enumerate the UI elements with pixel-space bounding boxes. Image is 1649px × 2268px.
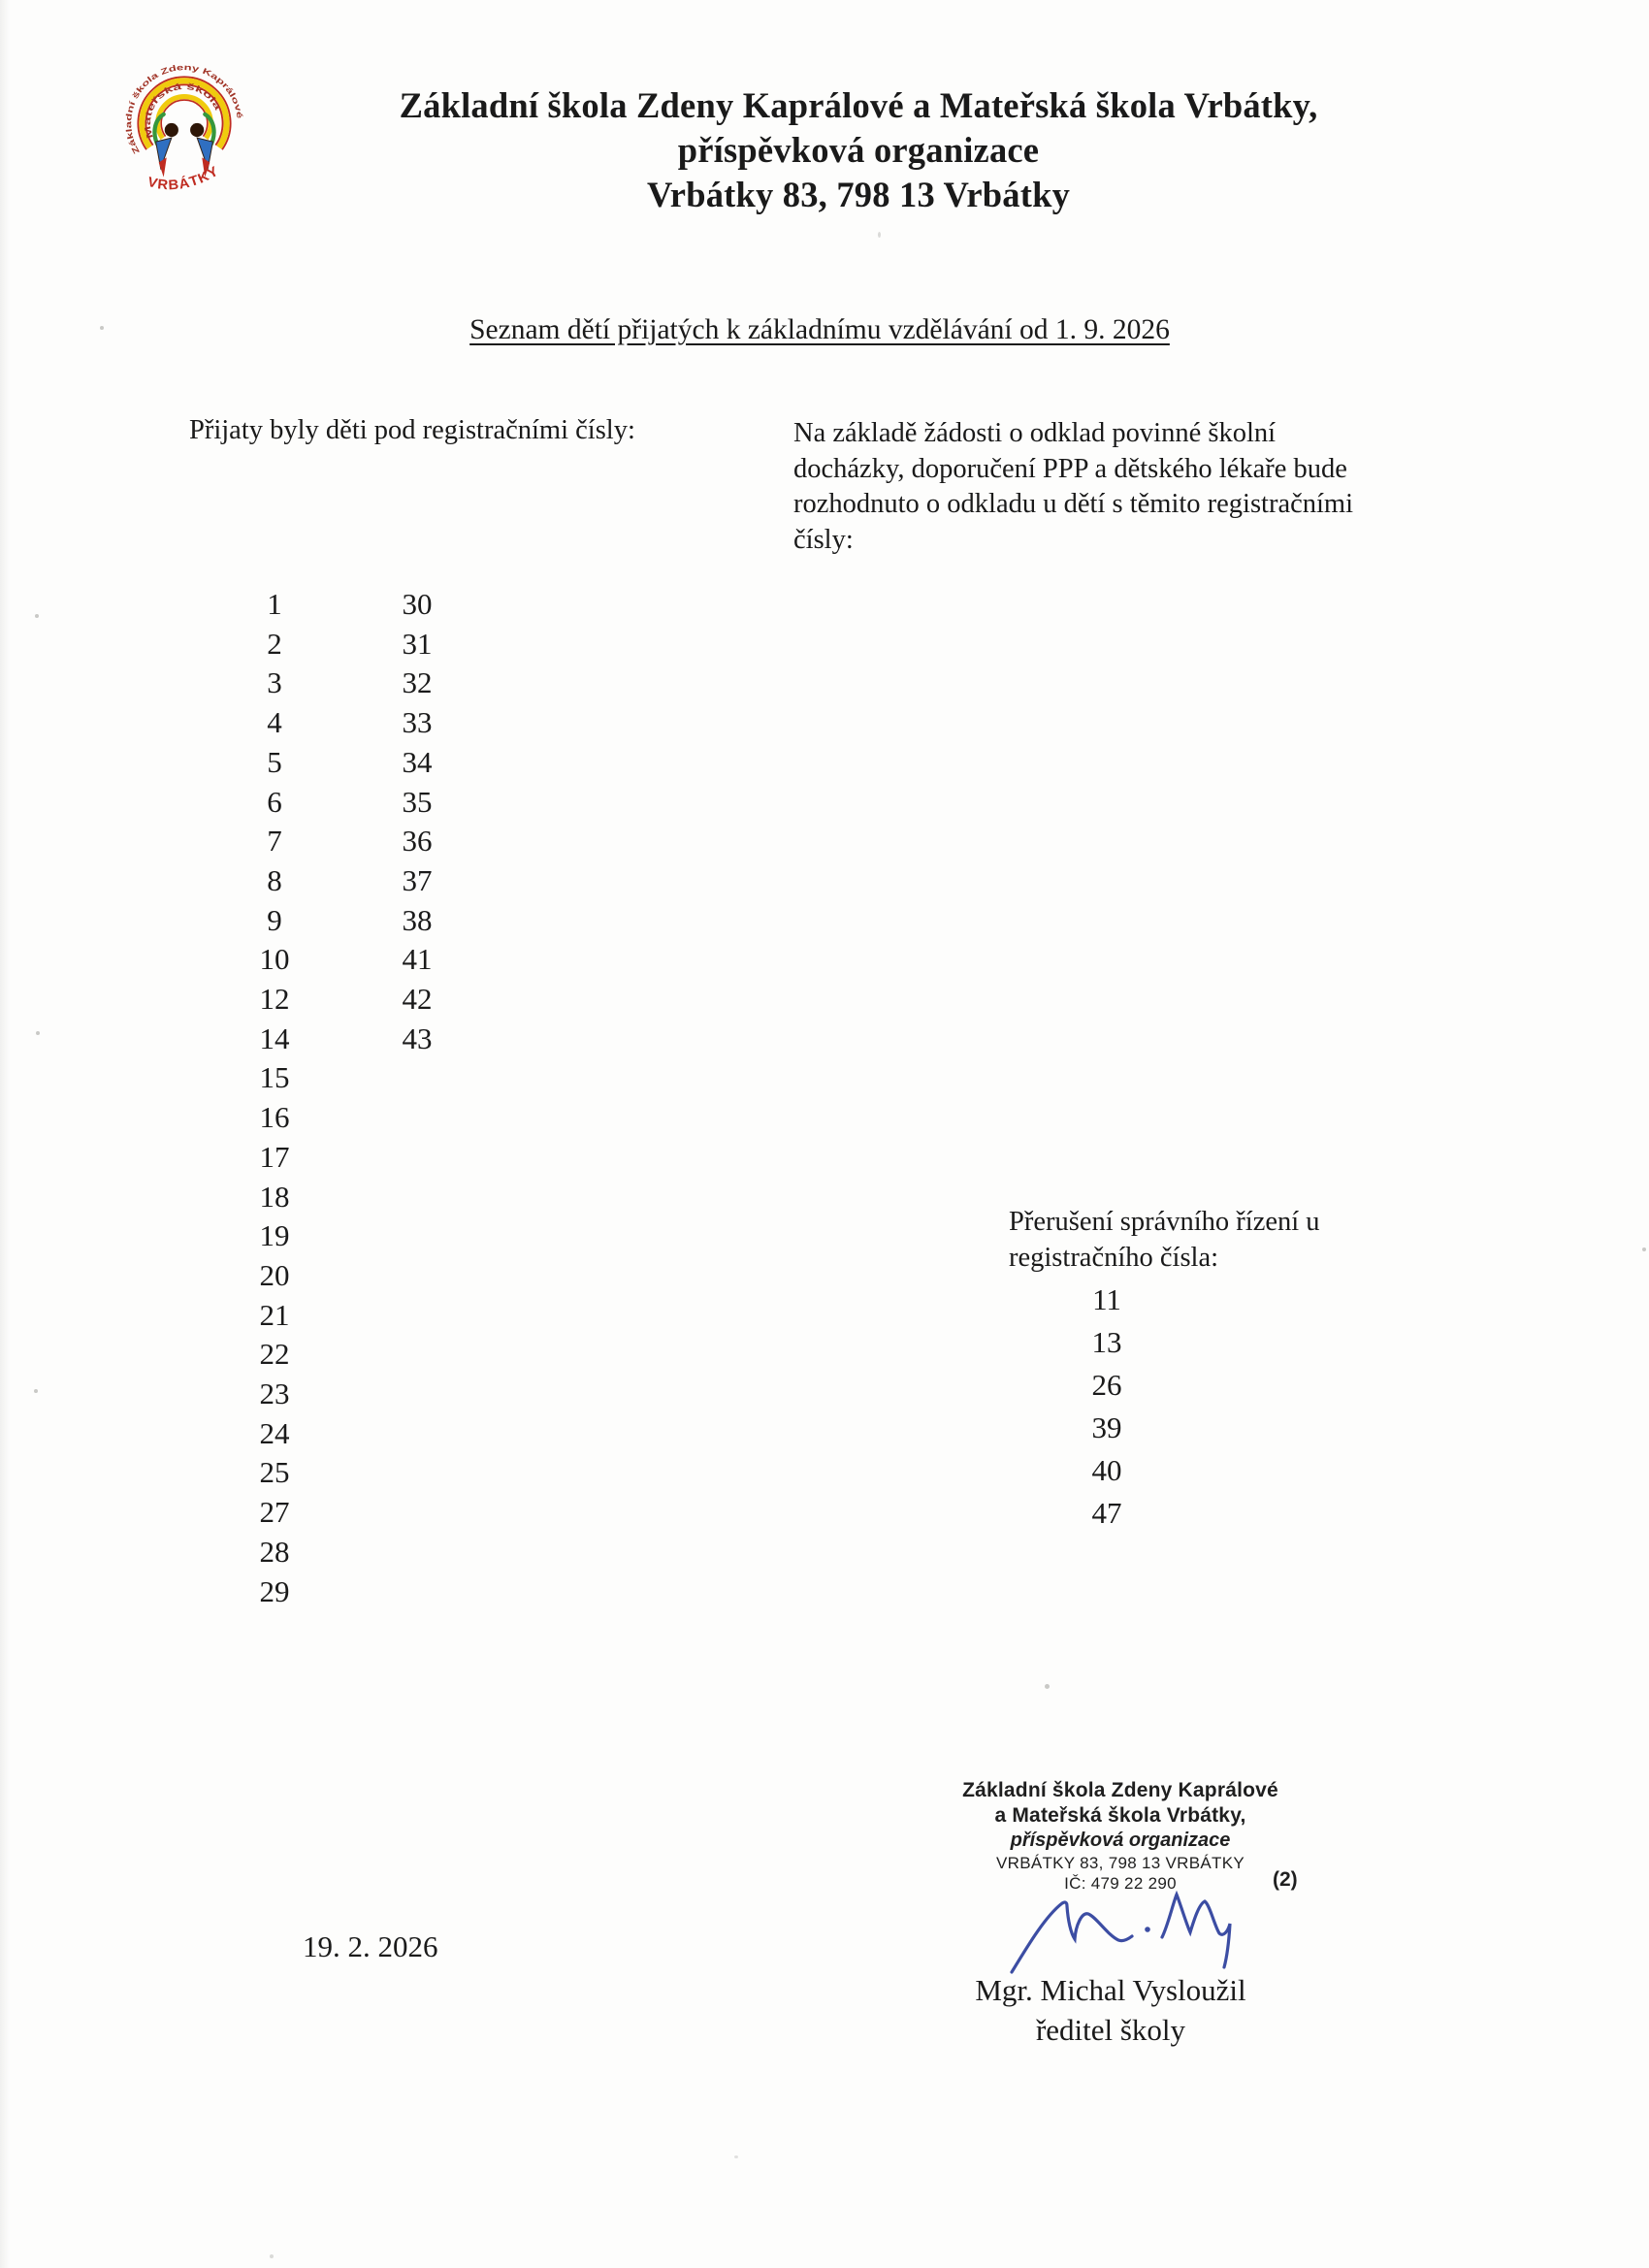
document-title: Seznam dětí přijatých k základnímu vzdělávání od 1. 9. 2026 <box>469 314 1170 345</box>
registration-number: 23 <box>259 1377 290 1411</box>
stamp-copy-number: (2) <box>1273 1868 1298 1891</box>
signature-stroke-2 <box>1162 1895 1230 1967</box>
scan-speck <box>1642 1247 1646 1251</box>
document-date: 19. 2. 2026 <box>303 1929 438 1963</box>
scan-speck <box>1045 1684 1050 1689</box>
address-line: Vrbátky 83, 798 13 Vrbátky <box>646 175 1071 214</box>
registration-number: 47 <box>1091 1496 1122 1530</box>
scan-speck <box>270 2254 274 2258</box>
deferral-note-line: čísly: <box>793 524 854 555</box>
registration-number: 41 <box>402 942 433 977</box>
suspension-heading-line1: Přerušení správního řízení u <box>1009 1207 1320 1237</box>
registration-number: 18 <box>259 1179 290 1214</box>
registration-number: 4 <box>267 705 282 740</box>
registration-number: 13 <box>1091 1325 1122 1359</box>
children-figures <box>154 114 213 178</box>
registration-number: 26 <box>1091 1368 1122 1402</box>
registration-number: 17 <box>259 1139 290 1174</box>
scan-speck <box>35 614 39 618</box>
registration-number: 1 <box>267 587 282 621</box>
scan-speck <box>36 1031 40 1035</box>
scan-speck <box>734 2155 738 2158</box>
deferral-note-line: rozhodnuto o odkladu u dětí s těmito registračními <box>793 489 1354 520</box>
registration-number: 30 <box>402 587 433 621</box>
organization-type-line: příspěvková organizace <box>677 130 1040 170</box>
registration-number: 35 <box>402 784 433 819</box>
registration-number: 42 <box>402 982 433 1017</box>
registration-number: 8 <box>267 862 282 897</box>
stamp-line3: příspěvková organizace <box>1010 1830 1231 1851</box>
registration-number: 33 <box>402 705 433 740</box>
child-right-head <box>190 123 204 137</box>
accepted-numbers-column-2 <box>383 585 451 1058</box>
registration-number: 29 <box>259 1573 290 1608</box>
registration-number: 16 <box>259 1100 290 1135</box>
registration-number: 19 <box>259 1218 290 1253</box>
registration-number: 20 <box>259 1257 290 1292</box>
school-logo <box>124 56 244 204</box>
registration-number: 7 <box>267 824 282 859</box>
registration-number: 21 <box>259 1297 290 1332</box>
registration-number: 38 <box>402 902 433 937</box>
registration-number: 34 <box>402 744 433 779</box>
suspension-heading <box>1009 1204 1474 1276</box>
letterhead <box>349 83 1368 217</box>
stamp-line2: a Mateřská škola Vrbátky, <box>994 1804 1246 1827</box>
registration-number: 37 <box>402 862 433 897</box>
suspension-numbers-column <box>1073 1279 1141 1535</box>
registration-number: 32 <box>402 665 433 700</box>
stamp-line5: IČ: 479 22 290 <box>1064 1874 1177 1893</box>
registration-number: 9 <box>267 902 282 937</box>
scan-speck <box>34 1389 38 1393</box>
signatory-role: ředitel školy <box>1035 2013 1186 2047</box>
signature-dot <box>1145 1927 1150 1932</box>
accepted-heading: Přijaty byly děti pod registračními čísly: <box>189 415 635 445</box>
logo-outer-arc-text: Základní škola Zdeny Kaprálové <box>124 62 244 156</box>
signature-stroke-1 <box>1012 1902 1132 1972</box>
school-name-line: Základní škola Zdeny Kaprálové a Mateřská škola Vrbátky, <box>399 85 1318 125</box>
registration-number: 27 <box>259 1495 290 1530</box>
registration-number: 25 <box>259 1455 290 1490</box>
registration-number: 36 <box>402 824 433 859</box>
registration-number: 5 <box>267 744 282 779</box>
suspension-heading-line2: registračního čísla: <box>1009 1243 1219 1273</box>
registration-number: 39 <box>1091 1410 1122 1444</box>
registration-number: 6 <box>267 784 282 819</box>
registration-number: 31 <box>402 626 433 661</box>
registration-number: 24 <box>259 1415 290 1450</box>
registration-number: 40 <box>1091 1453 1122 1487</box>
registration-number: 10 <box>259 942 290 977</box>
deferral-note-line: Na základě žádosti o odklad povinné školní <box>793 418 1277 448</box>
child-left-head <box>165 123 178 137</box>
deferral-note <box>793 416 1492 558</box>
registration-number: 2 <box>267 626 282 661</box>
registration-number: 22 <box>259 1337 290 1372</box>
logo-inner-arc-text: Mateřská škola <box>142 81 221 140</box>
handwritten-signature <box>989 1877 1271 1984</box>
scan-speck <box>100 326 104 330</box>
registration-number: 14 <box>259 1021 290 1055</box>
logo-banner-text: VRBÁTKY <box>146 163 222 194</box>
registration-number: 15 <box>259 1060 290 1095</box>
registration-number: 28 <box>259 1534 290 1569</box>
stamp-line1: Základní škola Zdeny Kaprálové <box>962 1779 1278 1801</box>
deferral-note-line: docházky, doporučení PPP a dětského lékaře bude <box>793 453 1347 484</box>
stamp-line4: VRBÁTKY 83, 798 13 VRBÁTKY <box>995 1854 1245 1872</box>
accepted-numbers-column-1 <box>241 585 308 1611</box>
signatory-block <box>912 1970 1310 2050</box>
registration-number: 12 <box>259 982 290 1017</box>
registration-number: 43 <box>402 1021 433 1055</box>
signatory-name: Mgr. Michal Vysloužil <box>975 1973 1246 2007</box>
school-logo-emblem <box>124 56 244 204</box>
registration-number: 11 <box>1092 1282 1121 1316</box>
scan-speck <box>878 232 881 238</box>
registration-number: 3 <box>267 665 282 700</box>
